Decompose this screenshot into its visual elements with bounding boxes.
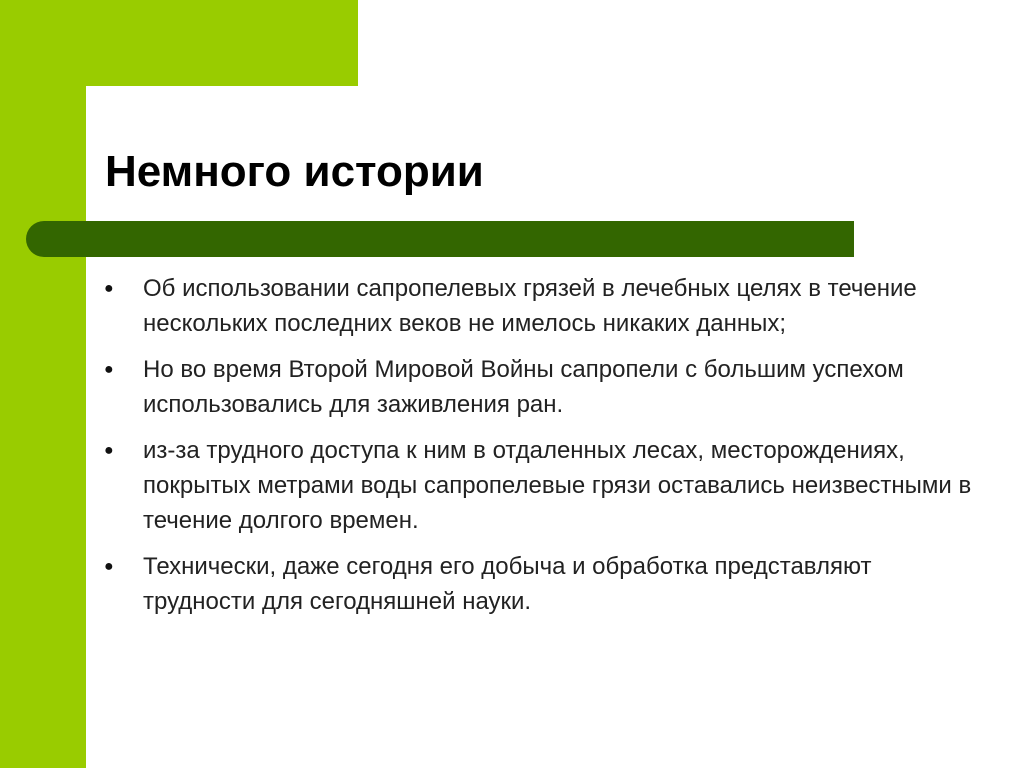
bullet-text: Но во время Второй Мировой Войны сапропели с большим успехом использовались для заживления ран. [143, 356, 904, 418]
title-underline-bar [26, 221, 854, 257]
bullet-text: Технически, даже сегодня его добыча и обработка представляют трудности для сегодняшней науки. [143, 553, 872, 615]
bullet-dot-icon: ● [104, 361, 114, 378]
bullet-text: Об использовании сапропелевых грязей в лечебных целях в течение нескольких последних веков не имелось никаких данных; [143, 275, 917, 337]
bullet-item [100, 433, 980, 538]
bullet-item [100, 271, 980, 341]
bullet-dot-icon: ● [104, 442, 114, 459]
bullet-list [100, 271, 980, 630]
bullet-dot-icon: ● [104, 558, 114, 575]
slide-title: Немного истории [105, 147, 484, 196]
bullet-text: из-за трудного доступа к ним в отдаленных лесах, месторождениях, покрытых метрами воды сапропелевые грязи оставались неизвестными в течение долгого времен. [143, 437, 972, 534]
bullet-dot-icon: ● [104, 280, 114, 297]
bullet-item [100, 549, 980, 619]
accent-top-block [0, 0, 358, 86]
bullet-item [100, 352, 980, 422]
accent-left-bar [0, 0, 86, 768]
